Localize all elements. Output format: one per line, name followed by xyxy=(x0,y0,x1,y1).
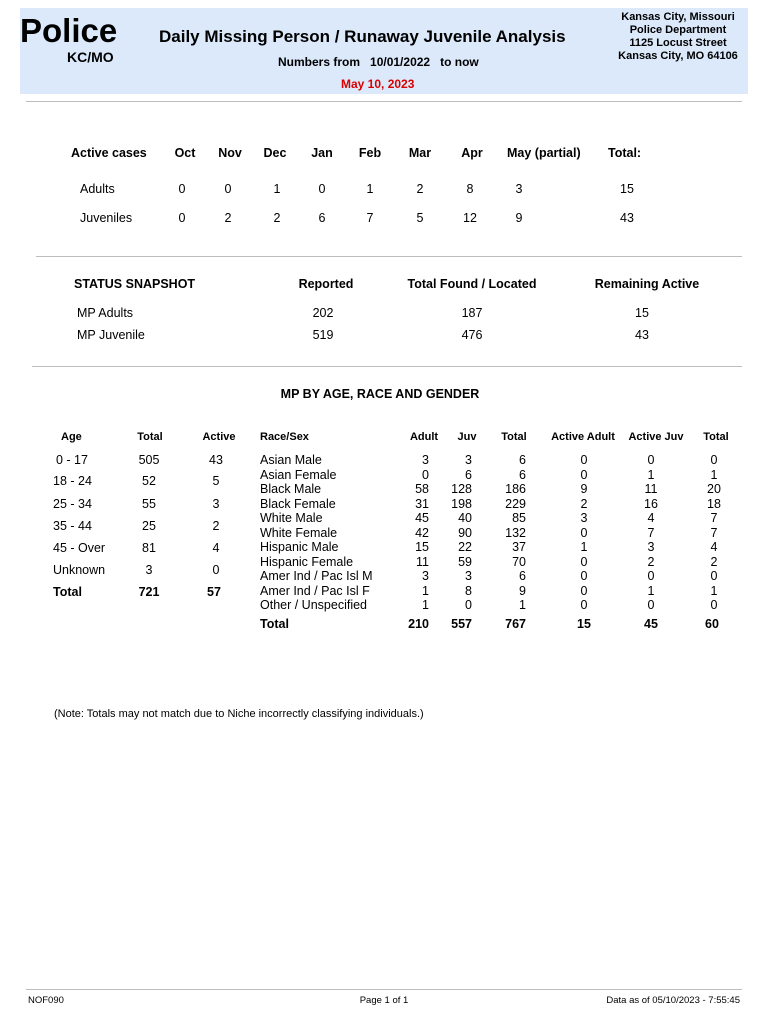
table-cell: 1 xyxy=(422,598,429,612)
table-cell: 3 xyxy=(647,540,655,554)
report-date: May 10, 2023 xyxy=(341,77,415,91)
table-cell: 128 xyxy=(451,482,472,496)
table-cell-total: 721 xyxy=(138,585,160,599)
race-name: Amer Ind / Pac Isl M xyxy=(260,569,373,583)
race-name: Black Male xyxy=(260,482,322,496)
table-cell: 2 xyxy=(212,519,220,533)
race-name: Hispanic Male xyxy=(260,540,339,554)
table-cell: 1 xyxy=(366,182,374,196)
footnote: (Note: Totals may not match due to Niche incorrectly classifying individuals.) xyxy=(54,708,424,720)
active-adult-column xyxy=(564,453,604,613)
race-name-column xyxy=(260,453,373,613)
table-cell: 0 xyxy=(318,182,326,196)
table-cell: 132 xyxy=(505,525,526,540)
table-cell: 2 xyxy=(224,211,232,225)
table-cell: 3 xyxy=(145,563,153,577)
age-label: Unknown xyxy=(53,563,106,577)
table-cell: 3 xyxy=(465,453,472,467)
table-cell: 2 xyxy=(580,496,588,511)
table-cell-total: 767 xyxy=(505,617,526,631)
row-label-adults: Adults xyxy=(80,182,115,196)
table-cell: 0 xyxy=(465,598,472,612)
col-header: Total xyxy=(137,431,163,443)
range-start: 10/01/2022 xyxy=(370,55,431,69)
table-cell: 6 xyxy=(519,467,526,482)
table-cell: 2 xyxy=(710,554,718,569)
table-cell: 15 xyxy=(415,540,429,554)
table-cell: 5 xyxy=(212,474,220,488)
address-line: Kansas City, MO 64106 xyxy=(618,50,738,62)
col-header: Total xyxy=(703,431,729,443)
table-cell: 70 xyxy=(512,554,526,569)
table-cell: 0 xyxy=(178,182,186,196)
table-cell: 52 xyxy=(142,474,156,488)
table-cell: 18 xyxy=(707,496,721,511)
table-cell: 5 xyxy=(416,211,424,225)
table-cell: 7 xyxy=(710,511,718,525)
col-header: Active cases xyxy=(71,146,147,160)
department-address xyxy=(610,11,746,63)
table-cell: 0 xyxy=(580,569,588,583)
table-cell: 45 xyxy=(415,511,429,525)
col-header: Active xyxy=(202,431,236,443)
table-cell: 1 xyxy=(519,598,526,612)
table-cell: 6 xyxy=(465,467,472,482)
table-cell: 9 xyxy=(580,482,588,496)
logo-police: Police xyxy=(20,12,118,49)
col-header: Juv xyxy=(457,431,477,443)
range-prefix: Numbers from xyxy=(278,55,361,69)
page-number: Page 1 of 1 xyxy=(359,995,409,1006)
age-label: 35 - 44 xyxy=(53,519,92,533)
table-cell: 0 xyxy=(580,453,588,467)
table-cell: 6 xyxy=(519,569,526,583)
logo-kcmo: KC/MO xyxy=(67,49,114,65)
table-cell: 0 xyxy=(212,563,220,577)
table-cell: 0 xyxy=(647,569,655,583)
col-header: Mar xyxy=(408,146,432,160)
age-label: 25 - 34 xyxy=(53,497,92,511)
table-cell: 1 xyxy=(580,540,588,554)
address-line: 1125 Locust Street xyxy=(629,37,727,49)
race-name: White Female xyxy=(260,525,338,540)
total-column xyxy=(496,453,526,613)
col-header: Dec xyxy=(263,146,287,160)
age-total-label: Total xyxy=(53,585,82,599)
table-cell: 1 xyxy=(647,467,655,482)
age-label: 45 - Over xyxy=(53,541,106,555)
race-name: Black Female xyxy=(260,496,336,511)
table-cell: 42 xyxy=(415,525,429,540)
table-cell: 0 xyxy=(647,598,655,612)
table-cell: 186 xyxy=(505,482,526,496)
col-header: Race/Sex xyxy=(260,431,309,443)
table-cell: 43 xyxy=(209,453,223,467)
table-cell: 7 xyxy=(647,525,655,540)
table-cell: 11 xyxy=(416,554,429,569)
table-cell-total: 60 xyxy=(705,617,719,631)
race-name: Amer Ind / Pac Isl F xyxy=(260,583,370,598)
table-cell: 1 xyxy=(710,583,718,598)
table-cell: 11 xyxy=(644,482,658,496)
table-cell: 2 xyxy=(416,182,424,196)
table-cell: 229 xyxy=(505,496,526,511)
divider xyxy=(36,256,742,257)
table-cell: 0 xyxy=(710,453,718,467)
table-cell: 59 xyxy=(458,554,472,569)
race-name: Asian Female xyxy=(260,467,337,482)
table-cell: 3 xyxy=(422,569,429,583)
table-cell: 3 xyxy=(515,182,523,196)
table-cell: 7 xyxy=(710,525,718,540)
address-line: Kansas City, Missouri xyxy=(621,11,735,23)
table-cell-total: 15 xyxy=(620,182,634,196)
col-header: Total xyxy=(501,431,527,443)
row-label: MP Juvenile xyxy=(77,328,145,342)
table-cell: 0 xyxy=(710,569,718,583)
table-cell: 22 xyxy=(458,540,472,554)
active-juv-column xyxy=(631,453,671,613)
col-header: Reported xyxy=(298,277,354,291)
table-cell-total: 557 xyxy=(451,617,472,631)
col-header: Oct xyxy=(174,146,196,160)
col-header: Active Adult xyxy=(551,431,615,443)
table-cell: 476 xyxy=(461,328,483,342)
table-cell: 9 xyxy=(515,211,523,225)
table-cell: 0 xyxy=(224,182,232,196)
table-cell: 3 xyxy=(580,511,588,525)
table-cell: 8 xyxy=(465,583,472,598)
col-header: Remaining Active xyxy=(594,277,700,291)
table-cell: 81 xyxy=(142,541,156,555)
table-cell: 202 xyxy=(312,306,334,320)
race-total-label: Total xyxy=(260,617,289,631)
table-cell: 1 xyxy=(273,182,281,196)
col-header: Adult xyxy=(409,431,439,443)
table-cell: 2 xyxy=(273,211,281,225)
table-cell: 0 xyxy=(580,583,588,598)
data-timestamp: Data as of 05/10/2023 - 7:55:45 xyxy=(606,995,740,1006)
age-label: 0 - 17 xyxy=(56,453,88,467)
table-cell: 519 xyxy=(312,328,334,342)
table-cell-total: 43 xyxy=(620,211,634,225)
table-cell: 0 xyxy=(580,525,588,540)
table-cell: 4 xyxy=(647,511,655,525)
table-cell: 16 xyxy=(644,496,658,511)
table-cell: 6 xyxy=(519,453,526,467)
table-cell: 15 xyxy=(635,306,649,320)
table-cell: 1 xyxy=(422,583,429,598)
table-cell: 20 xyxy=(707,482,721,496)
race-name: White Male xyxy=(260,511,323,525)
table-cell: 3 xyxy=(212,497,220,511)
table-cell: 505 xyxy=(138,453,160,467)
table-cell: 0 xyxy=(580,598,588,612)
table-cell: 55 xyxy=(142,497,156,511)
race-name: Other / Unspecified xyxy=(260,598,367,612)
col-header: Jan xyxy=(311,146,333,160)
table-cell-total: 210 xyxy=(408,617,429,631)
range-suffix: to now xyxy=(440,55,479,69)
table-cell: 9 xyxy=(519,583,526,598)
table-cell: 3 xyxy=(422,453,429,467)
section-title: MP BY AGE, RACE AND GENDER xyxy=(280,387,480,401)
table-cell: 12 xyxy=(463,211,477,225)
race-name: Asian Male xyxy=(260,453,322,467)
col-header: Apr xyxy=(461,146,483,160)
table-cell: 37 xyxy=(512,540,526,554)
report-code: NOF090 xyxy=(28,995,64,1006)
address-line: Police Department xyxy=(629,24,727,36)
col-header: Feb xyxy=(358,146,382,160)
table-cell: 31 xyxy=(415,496,429,511)
date-range xyxy=(278,55,479,69)
table-cell: 0 xyxy=(580,467,588,482)
col-header: Total: xyxy=(608,146,642,160)
table-cell-total: 15 xyxy=(577,617,591,631)
table-cell: 1 xyxy=(647,583,655,598)
table-cell: 58 xyxy=(415,482,429,496)
age-label: 18 - 24 xyxy=(53,474,92,488)
table-cell: 198 xyxy=(451,496,472,511)
col-header: Nov xyxy=(218,146,242,160)
table-cell: 6 xyxy=(318,211,326,225)
table-cell: 8 xyxy=(466,182,474,196)
page-title: Daily Missing Person / Runaway Juvenile Analysis xyxy=(159,27,566,46)
row-label: MP Adults xyxy=(77,306,134,320)
divider xyxy=(26,101,742,102)
juv-column xyxy=(442,453,472,613)
table-cell: 0 xyxy=(580,554,588,569)
footer-divider xyxy=(26,989,742,990)
table-cell-total: 45 xyxy=(644,617,658,631)
table-cell: 3 xyxy=(465,569,472,583)
table-cell: 25 xyxy=(142,519,156,533)
table-cell-total: 57 xyxy=(207,585,221,599)
row-label-juveniles: Juveniles xyxy=(80,211,133,225)
table-cell: 4 xyxy=(212,541,220,555)
table-cell: 43 xyxy=(635,328,649,342)
adult-column xyxy=(399,453,429,613)
divider xyxy=(32,366,742,367)
col-header: Active Juv xyxy=(628,431,684,443)
table-cell: 7 xyxy=(366,211,374,225)
table-cell: 187 xyxy=(461,306,483,320)
table-cell: 0 xyxy=(422,467,429,482)
table-cell: 90 xyxy=(458,525,472,540)
section-title: STATUS SNAPSHOT xyxy=(74,277,196,291)
table-cell: 85 xyxy=(512,511,526,525)
col-header: Total Found / Located xyxy=(407,277,537,291)
table-cell: 0 xyxy=(647,453,655,467)
table-cell: 0 xyxy=(710,598,718,612)
col-header: Age xyxy=(61,431,82,443)
active-total-column xyxy=(694,453,734,613)
race-name: Hispanic Female xyxy=(260,554,354,569)
table-cell: 2 xyxy=(647,554,655,569)
col-header: May (partial) xyxy=(507,146,581,160)
table-cell: 4 xyxy=(710,540,718,554)
table-cell: 1 xyxy=(710,467,718,482)
table-cell: 0 xyxy=(178,211,186,225)
table-cell: 40 xyxy=(458,511,472,525)
